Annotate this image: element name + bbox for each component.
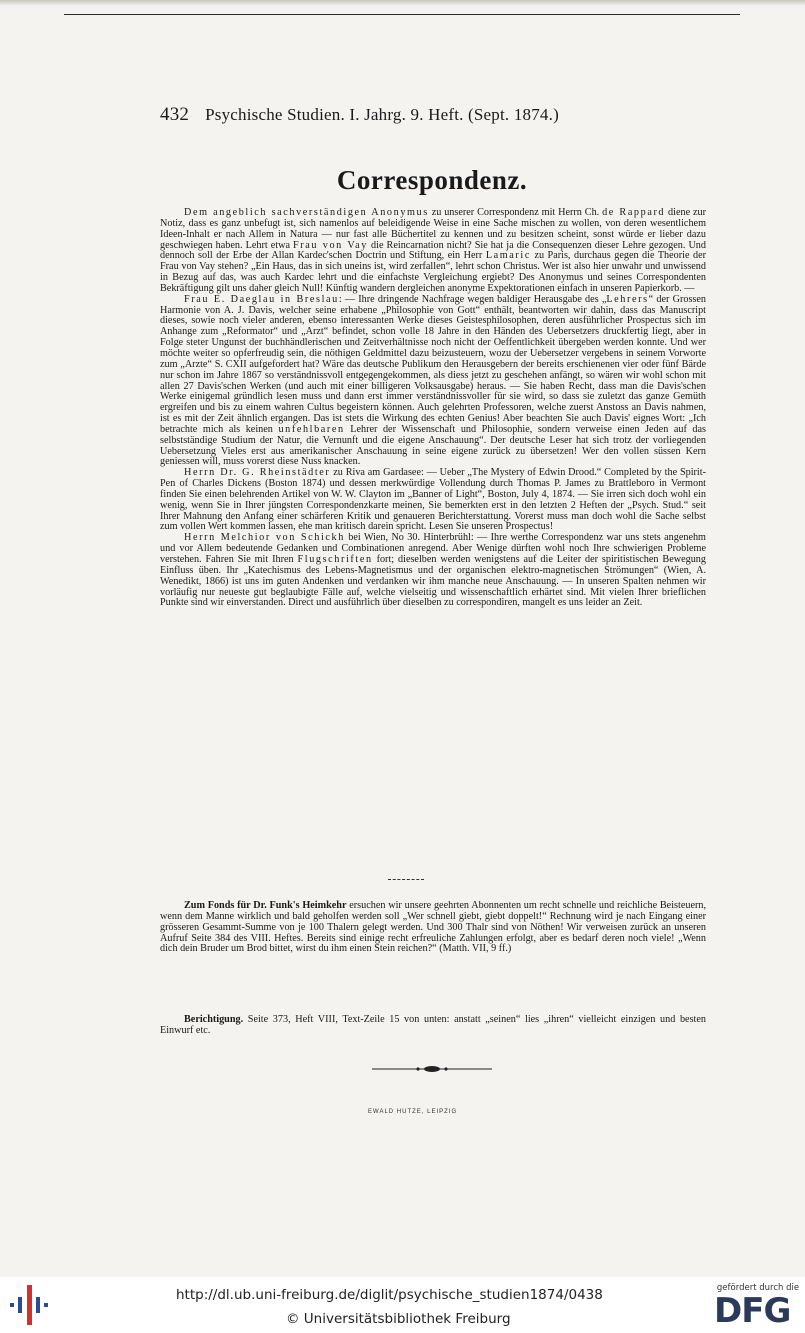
fonds-notice [160,901,706,955]
fonds-heading: Zum Fonds für Dr. Funk's Heimkehr [184,900,347,911]
spaced-text: Flugschriften [297,554,373,565]
person-name: de Rappard [602,207,666,218]
page-edge [0,0,805,6]
spaced-text: unfehlbaren [278,423,345,435]
correction-paragraph [160,1015,706,1037]
section-separator [388,879,424,881]
ornament-rule [372,1065,492,1073]
person-name: Frau E. Daeglau in Breslau [184,293,339,305]
page-number: 432 [160,104,190,125]
text-run: zu Paris, durchaus gegen die Theorie der Frau von Vay stehen? „Ein Haus, das in sich uneins ist, wird zerfallen“, lehrt schon Christus. Wer ist also hier unwahr und unwissend in Bezug auf das, was auch Kardec lehrt und die einfachste Vergleichung ergiebt? Des Anonymus und seines Correspondenten Bekräftigung gilt uns daher gleich Null! Künftig wandern dergleichen anonyme Expektorationen einfach in unseren Papierkorb. — [160,250,706,294]
text-run: : — Ihre dringende Nachfrage wegen baldiger Herausgabe des „ [338,293,607,305]
text-run: fort; dieselben werden wenigstens auf die Leiter der spiritistischen Bewegung Einfluss üben. Ihr „Katechismus des Lebens-Magnetismus und der organischen elektro-magnetischen Strömungen“ (Wien, A. Wenedikt, 1866) ist uns im guten Andenken und verdanken wir ihm manche neue Anschauung. — In unseren Spalten nehmen wir vorläufig nur neueste gut beglaubigte Fälle auf, welche vielseitig und wissenschaftlich erhärtet sind. Mit vielen Ihrer brieflichen Punkte sind wir einverstanden. Direct und ausführlich über dieselben zu correspondiren, mangelt es uns leider an Zeit. [160,554,706,609]
spaced-text: Dem angeblich sachverständigen Anonymus [184,207,429,218]
printer-imprint: EWALD HUTZE, LEIPZIG [368,1109,458,1115]
dfg-caption: gefördert durch die [716,1283,800,1293]
spaced-text: Lehrers [606,293,649,305]
paragraph-anonymus [160,208,706,295]
correction-heading: Berichtigung. [184,1014,244,1025]
text-run: bei Wien, No 30. Hinterbrühl: — Ihre werthe Correspondenz war uns stets angenehm und vor Allem bedeutende Gedanken und Combinationen anregend. Aber Wenige dürften wohl noch Ihre schwierigen Probleme verstehen. Fahren Sie mit Ihren [160,532,706,565]
page-title: Correspondenz. [336,165,528,195]
text-run: “ der Grossen Harmonie von A. J. Davis, welcher seine erhabene „Philosophie von Gott“ enthält, beantworten wir dahin, dass das Manuscript dieses, sowie noch vieler anderen, ebenso interessanten Werke dieses Geistesphilosophen, deren ausführlicher Prospectus sich im Anhange zum „Reformator“ und „Arzt“ befindet, schon volle 18 Jahre in den Händen des Uebersetzers druckfertig liegt, aber in Folge steter Ungunst der buchhändlerischen und Zeitverhältnisse noch nicht der Oeffentlichkeit übergeben werden konnte. Und wer möchte weiter so opferfreudig sein, die nöthigen Geldmittel dazu beizusteuern, wozu der Uebersetzer vergebens in seinem Vorworte zum „Arzte“ S. CXII aufgefordert hat? Wäre das deutsche Publikum den Herausgebern der bereits erschienenen vier oder fünf Bärde nur schon im Jahre 1867 so verständnissvoll entgegengekommen, als diess jetzt zu geschehen anfängt, so wären wir wohl schon mit allen 27 Davis'schen Werken (und auch mit einer billigeren Volksausgabe) heraus. — Sie haben Recht, dass man die Davis'schen Werke einigemal gründlich lesen muss und dann erst immer verständnissvoller für sie wird, so dass sie zuletzt das ganze Gemüth ergreifen und bis zu einem wahren Cultus begeistern können. Auch gelehrten Professoren, welche zuerst Anstoss an Davis nahmen, ist es mit der Zeit ähnlich ergangen. Das ist stets die Wirkung des echten Genius! Aber beachten Sie auch Davis' eignes Wort: „Ich betrachte mich als keinen [160,293,706,435]
document-url-link[interactable]: http://dl.ub.uni-freiburg.de/diglit/psychische_studien1874/0438 [176,1287,603,1303]
paragraph-schickh [160,533,706,609]
text-run: Lehrer der Wissenschaft und Philosophie, sondern verweise einen Jeden auf das selbstständige Studium der Natur, die Vernunft und die eigene Anschauung“. Der deutsche Leser hat sich trotz der vorliegenden Uebersetzung Vieles erst aus amerikanischer Anschauung in seine eigene zurück zu übersetzen! Wer den vollen süssen Kern geniessen will, muss vorerst diese Nuss knacken. [160,423,707,468]
correction-text: Seite 373, Heft VIII, Text-Zeile 15 von unten: anstatt „seinen“ lies „ihren“ vielleicht einzigen und besten Einwurf etc. [160,1014,706,1036]
text-run: die Reincarnation nicht? Sie hat ja die Consequenzen dieser Lehre gezogen. Und dennoch soll der Erbe der Allan Kardec'schen Doctrin und Stiftung, ein Herr [160,239,706,262]
text-run: zu unserer Correspondenz mit Herrn Ch. [428,207,603,218]
paragraph-daeglau [160,295,706,469]
correspondence-body [160,208,706,609]
fonds-paragraph [160,901,706,955]
copyright-notice: © Universitätsbibliothek Freiburg [286,1311,511,1327]
fonds-text: ersuchen wir unsere geehrten Abonnenten um recht schnelle und reichliche Beisteuern, wenn dem Manne wirklich und bald geholfen werden soll „Wer schnell giebt, giebt doppelt!“ Rechnung wird je nach Eingang einer grösseren Gesammt-Summe von je 100 Thalern gelegt werden. Und 300 Thalr sind von Nöthen! Wir verweisen zurück an unseren Aufruf Seite 384 des VIII. Heftes. Bereits sind einige recht erfreuliche Zahlungen erfolgt, aber es bedarf deren noch viele! „Wenn dich dein Bruder um Brod bittet, wirst du ihm einen Stein reichen?“ (Matth. VII, 9 ff.) [160,900,706,955]
dfg-logo-icon: DFG [714,1291,791,1331]
paragraph-rheinstaedter [160,468,706,533]
text-run: diene zur Notiz, dass es ganz unbefugt ist, sich namenlos auf beleidigende Weise in eine Sache mischen zu wollen, von deren wesentlichem Ideen-Inhalt er nach Allem in Natura — nur fast alle Büchertitel zu kennen und zu besitzen scheint, sonst würde er lieber dazu geschwiegen haben. Lehrt etwa [160,207,706,251]
ub-freiburg-logo-icon [10,1283,50,1327]
running-head [160,104,660,126]
running-head-text: Psychische Studien. I. Jahrg. 9. Heft. (Sept. 1874.) [205,105,559,124]
person-name: Herrn Dr. G. Rheinstädter [184,467,331,479]
person-name: Herrn Melchior von Schickh [184,532,345,544]
person-name: Frau von Vay [293,239,368,251]
correction-notice [160,1015,706,1037]
top-rule [64,14,740,15]
person-name: Lamaric [485,250,531,262]
text-run: zu Riva am Gardasee: — Ueber „The Mystery of Edwin Drood.“ Completed by the Spirit- Pen of Charles Dickens (Boston 1874) und dessen merkwürdige Vollendung durch Thomas P. James zu Brattleboro in Vermont finden Sie einen belehrenden Artikel von W. W. Clayton im „Banner of Light“, Boston, July 4, 1874. — Sie irren sich doch wohl ein wenig, wenn Sie in Ihrer jüngsten Correspondenzkarte meinen, Sie bemerkten erst in den letzten 2 Heften der „Psych. Stud.“ seit Ihrer Mahnung den Anfang einer schärferen Kritik und genaueren Berichterstattung. Vorerst muss man doch wohl die Sache selbst zum vollen Wert kommen lassen, ehe man kritisch darein spricht. Lesen Sie unseren Prospectus! [160,467,706,533]
